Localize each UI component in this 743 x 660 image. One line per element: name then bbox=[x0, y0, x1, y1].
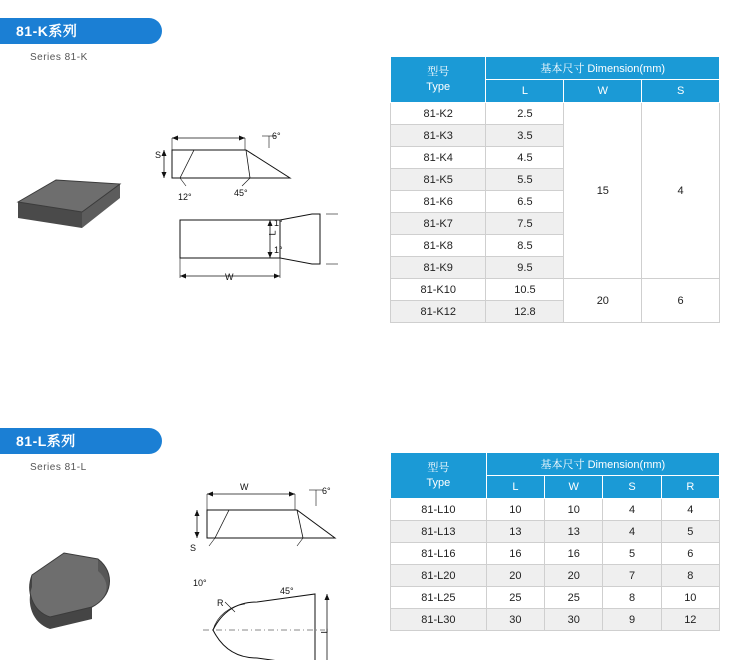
cell-S: 5 bbox=[603, 543, 661, 565]
cell-W: 25 bbox=[545, 587, 603, 609]
cell-L: 7.5 bbox=[486, 213, 564, 235]
cell-type: 81-K10 bbox=[391, 279, 486, 301]
cell-S-merged-bottom: 6 bbox=[642, 279, 720, 323]
label-angle-6-81k: 6° bbox=[272, 131, 281, 141]
label-angle-45-81k: 45° bbox=[234, 188, 248, 198]
cell-S-merged-top: 4 bbox=[642, 103, 720, 279]
cell-R: 5 bbox=[661, 521, 719, 543]
cell-type: 81-L16 bbox=[391, 543, 487, 565]
header-type-81l bbox=[391, 453, 487, 499]
side-view-drawing-81l bbox=[185, 480, 365, 560]
header-type-en: Type bbox=[426, 476, 451, 489]
cell-W: 13 bbox=[545, 521, 603, 543]
cell-type: 81-K2 bbox=[391, 103, 486, 125]
cell-S: 7 bbox=[603, 565, 661, 587]
header-col-W-81k: W bbox=[564, 80, 642, 103]
label-angle-45-81l: 45° bbox=[280, 586, 294, 596]
cell-S: 4 bbox=[603, 521, 661, 543]
label-l-81k: L bbox=[267, 230, 278, 236]
section-subtitle-81l: Series 81-L bbox=[30, 462, 87, 473]
label-deg1-a-81k: 1° bbox=[274, 218, 283, 228]
header-type-81k bbox=[391, 57, 486, 103]
label-l-81l: L bbox=[319, 628, 330, 634]
cell-type: 81-K8 bbox=[391, 235, 486, 257]
header-type-cn: 型号 bbox=[427, 65, 450, 78]
cell-type: 81-K12 bbox=[391, 301, 486, 323]
cell-S: 9 bbox=[603, 609, 661, 631]
cell-L: 2.5 bbox=[486, 103, 564, 125]
header-col-S-81l: S bbox=[603, 476, 661, 499]
table-row bbox=[391, 279, 720, 301]
cell-W: 10 bbox=[545, 499, 603, 521]
spec-table-81k bbox=[390, 56, 720, 323]
cell-R: 6 bbox=[661, 543, 719, 565]
label-s-81l: S bbox=[190, 543, 197, 553]
cell-R: 10 bbox=[661, 587, 719, 609]
cell-type: 81-K6 bbox=[391, 191, 486, 213]
header-col-S-81k: S bbox=[642, 80, 720, 103]
cell-W: 20 bbox=[545, 565, 603, 587]
table-row bbox=[391, 103, 720, 125]
label-angle-6-81l: 6° bbox=[322, 486, 331, 496]
table-row bbox=[391, 565, 720, 587]
label-angle-12-81k: 12° bbox=[178, 192, 192, 202]
cell-type: 81-K7 bbox=[391, 213, 486, 235]
header-type-en: Type bbox=[426, 80, 451, 93]
top-view-drawing-81k bbox=[150, 208, 350, 288]
header-type-cn: 型号 bbox=[427, 461, 450, 474]
header-col-R-81l: R bbox=[661, 476, 719, 499]
cell-L: 16 bbox=[486, 543, 544, 565]
label-r-81l: R bbox=[217, 598, 224, 608]
cell-L: 13 bbox=[486, 521, 544, 543]
cell-type: 81-L30 bbox=[391, 609, 487, 631]
label-s-81k: S bbox=[155, 150, 162, 160]
cell-L: 8.5 bbox=[486, 235, 564, 257]
label-w-81k: W bbox=[225, 272, 234, 282]
cell-S: 4 bbox=[603, 499, 661, 521]
cell-W: 30 bbox=[545, 609, 603, 631]
cell-L: 30 bbox=[486, 609, 544, 631]
cell-R: 8 bbox=[661, 565, 719, 587]
table-header-row-1 bbox=[391, 57, 720, 80]
cell-type: 81-K4 bbox=[391, 147, 486, 169]
cell-L: 3.5 bbox=[486, 125, 564, 147]
table-row bbox=[391, 543, 720, 565]
label-angle-10-81l: 10° bbox=[193, 578, 207, 588]
header-col-L-81l: L bbox=[486, 476, 544, 499]
spec-table-81l bbox=[390, 452, 720, 631]
cell-type: 81-L20 bbox=[391, 565, 487, 587]
cell-L: 6.5 bbox=[486, 191, 564, 213]
label-deg1-b-81k: 1° bbox=[274, 245, 283, 255]
cell-W: 16 bbox=[545, 543, 603, 565]
cell-type: 81-K3 bbox=[391, 125, 486, 147]
cell-type: 81-L25 bbox=[391, 587, 487, 609]
header-dimension-81k: 基本尺寸 Dimension(mm) bbox=[486, 57, 720, 80]
cell-L: 25 bbox=[486, 587, 544, 609]
cell-L: 9.5 bbox=[486, 257, 564, 279]
header-col-W-81l: W bbox=[545, 476, 603, 499]
insert-photo-81k bbox=[8, 160, 128, 240]
cell-L: 10.5 bbox=[486, 279, 564, 301]
cell-type: 81-K9 bbox=[391, 257, 486, 279]
banner-title: 81-K系列 bbox=[16, 23, 78, 39]
cell-type: 81-L10 bbox=[391, 499, 487, 521]
cell-S: 8 bbox=[603, 587, 661, 609]
table-row bbox=[391, 609, 720, 631]
cell-type: 81-K5 bbox=[391, 169, 486, 191]
table-row bbox=[391, 499, 720, 521]
label-w-81l: W bbox=[240, 482, 249, 492]
cell-W-merged-bottom: 20 bbox=[564, 279, 642, 323]
table-row bbox=[391, 587, 720, 609]
cell-L: 12.8 bbox=[486, 301, 564, 323]
table-header-row-1 bbox=[391, 453, 720, 476]
cell-type: 81-L13 bbox=[391, 521, 487, 543]
cell-W-merged-top: 15 bbox=[564, 103, 642, 279]
insert-photo-81l bbox=[12, 545, 132, 635]
header-dimension-81l: 基本尺寸 Dimension(mm) bbox=[486, 453, 719, 476]
cell-L: 5.5 bbox=[486, 169, 564, 191]
cell-L: 4.5 bbox=[486, 147, 564, 169]
section-banner-81l bbox=[0, 428, 162, 454]
header-col-L-81k: L bbox=[486, 80, 564, 103]
cell-R: 4 bbox=[661, 499, 719, 521]
section-subtitle-81k: Series 81-K bbox=[30, 52, 88, 63]
banner-title: 81-L系列 bbox=[16, 433, 76, 449]
section-banner-81k bbox=[0, 18, 162, 44]
table-row bbox=[391, 521, 720, 543]
cell-L: 20 bbox=[486, 565, 544, 587]
cell-R: 12 bbox=[661, 609, 719, 631]
cell-L: 10 bbox=[486, 499, 544, 521]
